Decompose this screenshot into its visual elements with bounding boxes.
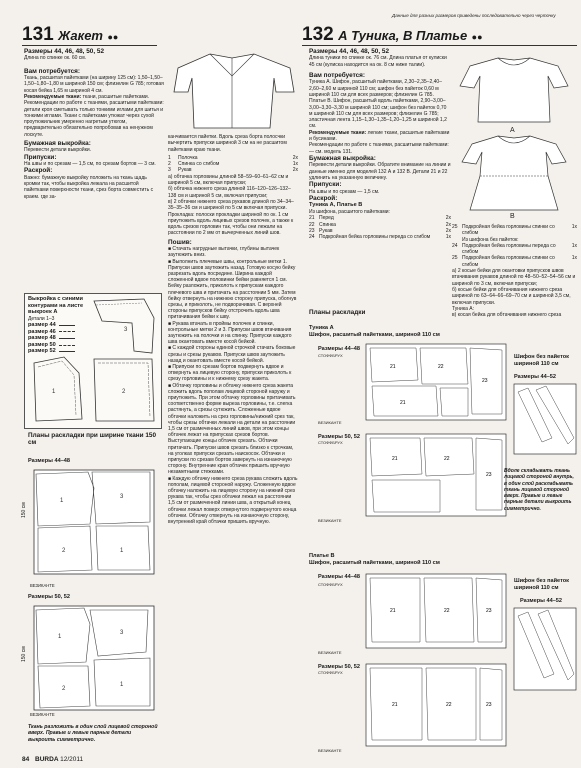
tunic-sz1: Размеры 44–48 bbox=[318, 346, 361, 352]
part-name: Перед bbox=[319, 215, 334, 222]
difficulty-mark-132: ●● bbox=[471, 32, 483, 42]
footer bbox=[22, 756, 83, 763]
svg-text:3: 3 bbox=[120, 494, 124, 500]
difficulty-mark: ●● bbox=[107, 32, 119, 42]
box-title: Выкройка с синими контурами на листе выкроек А bbox=[28, 296, 84, 316]
part-name: Подкройная бейка горловины переда со сгибом bbox=[319, 234, 431, 241]
sewing-step bbox=[168, 364, 298, 383]
svg-text:23: 23 bbox=[486, 472, 492, 478]
cut-text: Важно: бумажную выкройку положить на ткань щадь кромки так, чтобы выкройка лежала на расшитой пайетками поверхности ткани, срез борта совместить с краем. где за- bbox=[24, 174, 154, 200]
part-qty: 1x bbox=[571, 255, 577, 262]
svg-text:23: 23 bbox=[486, 608, 492, 614]
part-number: 2 bbox=[168, 161, 171, 168]
part-number: 24 bbox=[452, 242, 458, 249]
part-name: Рукав bbox=[178, 167, 192, 174]
dress-sz1: Размеры 44–48 bbox=[318, 574, 361, 580]
cut-sub-132: Туника А, Платье В bbox=[309, 202, 363, 209]
divider bbox=[22, 45, 157, 46]
allow-title-132: Припуски: bbox=[309, 181, 342, 189]
part-name: Из шифона без пайеток: bbox=[462, 236, 519, 243]
step-text: Выполнить плечевые швы, контрольные метки 1. Припуски швов заутюжить назад. Готовую косую бейку разрезать вдоль посредине. Ширина каждой сложенной вдвое половинки бейки равняется 1 см. Бейку разложить, приколоть к припускам каждого плечевого шва и притачать на расстоянии 5 мм. Затем бейку отвернуть на нижнюю сторону припуска, обогнув срезы, и приколоть, не подворачивая. С верхней стороны припусков бейку отстрочить вдоль шва притачивания бейки к шву. bbox=[168, 258, 297, 321]
size-legend-label: размер 44 bbox=[28, 322, 56, 329]
bullet-icon: ■ bbox=[168, 382, 173, 389]
svg-text:23: 23 bbox=[482, 378, 488, 384]
svg-text:3: 3 bbox=[120, 630, 124, 636]
divider-right bbox=[302, 45, 577, 46]
need-a-132: Туника А. Шифон, расшитый пайетками, 2,30–2,35–2,40–2,60–2,60 м шириной 110 см; шифон без пайеток 0,60 м шириной 110 см для всех размеров; флизелин G 785. bbox=[309, 79, 442, 98]
part-row bbox=[309, 234, 451, 240]
need-text: Ткань, расшитая пайетками (на ширину 125 см): 1,50–1,50–1,50–1,80–1,80 м шириной 150 см; флизелин G 785; готовая косая бейка 1,65 м шириной 4 см. bbox=[24, 75, 164, 94]
dress-title: Платье В bbox=[309, 553, 335, 559]
chiffon2-sz: Размеры 44–52 bbox=[520, 598, 563, 604]
lengths-132: Длина туники по спинке ок. 76 см. Длина платья от кулиски 45 см (кулиска находится на ок. 8 см ниже талии). bbox=[309, 55, 447, 68]
part-b: б) обтачка нижнего среза длиной 116–120–126–132–138 см и шириной 5 см, включая припуски; bbox=[168, 186, 291, 199]
step-text: Обтачку горловины и обтачку нижнего среза жакета сложить вдоль пополам лицевой стороной наружу и приутюжить. При этом обтачку горловины притачивать соответственно форме выреза горловины, т.е. слегка растянуть, а срезы сутюжить. Сложенные вдвое обтачки наложить на срез горловины/нижний срез так, чтобы срезы обтачки лежали на детали на расстоянии 1,5 см от размеченных линий швов, при этом концы обтачек лежат на припусках срезов бортов. Выступающие концы обтачек срезать. Обтачки притачать. Припуски швов срезать близко к строчкам, на уголках припуски срезать наискосок. Обтачки и припуски по срезам бортов завернуть на изнаночную сторону. Внутренние края обтачек пришить вручную незаметными стежками. bbox=[168, 382, 296, 476]
sewing-step bbox=[168, 383, 298, 476]
allow-title: Припуски: bbox=[24, 153, 57, 161]
plan2-selvage: ВЕЗИКАНТЕ bbox=[30, 712, 55, 717]
svg-text:2: 2 bbox=[122, 389, 126, 395]
layout-plan-2 bbox=[28, 604, 158, 718]
bullet-icon: ■ bbox=[168, 475, 173, 482]
dress-fold-1: СТОФФБРУХ bbox=[318, 582, 343, 587]
svg-text:1: 1 bbox=[120, 682, 124, 688]
svg-text:22: 22 bbox=[444, 608, 450, 614]
rec-title-132: Рекомендуемые ткани: bbox=[309, 129, 367, 136]
svg-text:21: 21 bbox=[392, 702, 398, 708]
sewing-step bbox=[168, 345, 298, 364]
box-sub: Детали 1–3 bbox=[28, 315, 55, 322]
svg-text:3: 3 bbox=[124, 327, 128, 333]
step-text: Рукава втачать в проймы полочек и спинки, контрольные метки 2 и 3. Припуски швов втачивания заутюжить на полочки и на спинку. Припуски каждого шва окантовать вместе косой бейкой. bbox=[168, 320, 292, 346]
chiffon1-title: Шифон без пайеток шириной 110 см bbox=[514, 354, 569, 367]
tip-132: Рекомендации по работе с тканями, расшитыми пайетками: — см. модель 131. bbox=[309, 142, 449, 155]
svg-text:22: 22 bbox=[444, 456, 450, 462]
part-number: 21 bbox=[309, 215, 315, 222]
fabric-rec-text: ткани, расшитые пайетками. bbox=[82, 94, 150, 100]
part-number: 25 bbox=[452, 224, 458, 230]
sewing-step bbox=[168, 321, 298, 346]
part-number: 1 bbox=[168, 154, 171, 161]
sewing-step bbox=[168, 476, 298, 526]
layout-plan-1 bbox=[28, 468, 158, 582]
svg-text:21: 21 bbox=[390, 364, 396, 370]
plan2-dim: 150 см bbox=[21, 646, 27, 662]
part-qty: 2x bbox=[292, 154, 298, 161]
size-legend-label: размер 46 bbox=[28, 328, 56, 335]
plan1-label: Размеры 44–48 bbox=[28, 458, 71, 464]
svg-text:1: 1 bbox=[120, 548, 124, 554]
jacket-sketch-icon bbox=[170, 48, 300, 132]
extra-d-132: в) косая бейка для обтачивания нижнего среза bbox=[452, 312, 562, 319]
need-title-132: Вам потребуется: bbox=[309, 72, 366, 79]
part-number: 23 bbox=[309, 227, 315, 234]
page-number: 84 bbox=[22, 756, 30, 763]
rec-text-132: легкие ткани, расшитые пайетками и бусинами. bbox=[309, 129, 450, 143]
part-qty: 1x bbox=[571, 242, 577, 249]
part-c: в) 2 обтачки нижнего среза рукавов длиной по 34–34–35–35–36 см и шириной по 5 см включая припуски. bbox=[168, 198, 294, 212]
length-text: Длина по спинке ок. 60 см. bbox=[24, 55, 87, 62]
sewing-step bbox=[168, 259, 298, 321]
part-name: Полочка bbox=[178, 154, 198, 161]
tunic-fold-1: СТОФФБРУХ bbox=[318, 353, 343, 358]
cut-sub2-132: Из шифона, расшитого пайетками: bbox=[309, 208, 390, 215]
chiffon2-title: Шифон без пайеток шириной 110 см bbox=[514, 578, 569, 591]
magazine-name: BURDA bbox=[35, 756, 59, 763]
part-number: 22 bbox=[309, 221, 315, 228]
cut-title: Раскрой: bbox=[24, 167, 53, 175]
plans-title-132: Планы раскладки bbox=[309, 309, 366, 316]
model-number-132: 132 bbox=[302, 24, 334, 45]
need-b-132: Платье В. Шифон, расшитый вдоль пайетками, 2,90–3,00–3,00–3,30–3,30 м шириной 110 см; шифон без пайеток 0,70 м шириной 110 см для всех размеров; флизелин G 785; эластичная лента 1,15–1,30–1,35–1,20–1,25 м шириной 1,2 см. bbox=[309, 98, 447, 130]
sew-title: Пошив: bbox=[168, 238, 192, 246]
part-name: Подкройная бейка горловины переда со сгибом bbox=[462, 242, 556, 256]
dress-fold-2: СТОФФБРУХ bbox=[318, 670, 343, 675]
dress-sz2: Размеры 50, 52 bbox=[318, 664, 361, 670]
part-number: 3 bbox=[168, 167, 171, 174]
plan1-dim: 150 см bbox=[21, 502, 27, 518]
bullet-icon: ■ bbox=[168, 246, 173, 253]
svg-text:22: 22 bbox=[446, 702, 452, 708]
tip-text: Рекомендации по работе с тканями, расшитыми пайетками: детали кроя сметывать только тонкими иглами для шитья и тонкими иглами. Ткани с пайетками утюжат через сухой проутюжильник умеренно нагретым утюгом, предварительно обязательно попробовав на ненужном лоскуте. bbox=[24, 100, 164, 138]
svg-text:1: 1 bbox=[52, 389, 56, 395]
svg-text:23: 23 bbox=[486, 702, 492, 708]
part-d: Прокладка: полоски прокладки шириной по ок. 1 см приутюжить вдоль лицевых срезов полочек, а также к вдоль срезов горловин так, чтобы они лежали на расстоянии по 2 мм от вычерченных линий шов. bbox=[168, 211, 294, 237]
sleeve-shapes-icon bbox=[24, 293, 160, 427]
need-title: Вам потребуется: bbox=[24, 67, 81, 75]
tunic-selvage-2: ВЕЗИКАНТЕ bbox=[318, 518, 342, 523]
sewing-step bbox=[168, 246, 298, 258]
tunic-sub: Шифон, расшитый пайетками, шириной 110 см bbox=[309, 332, 440, 338]
svg-text:1: 1 bbox=[58, 634, 62, 640]
svg-text:2: 2 bbox=[62, 686, 66, 692]
paper-text: Перевести детали выкройки. bbox=[24, 147, 92, 154]
model-title: Жакет bbox=[58, 28, 103, 43]
part-qty: 2x bbox=[292, 167, 298, 174]
extra-c-132: Туника А: bbox=[452, 305, 475, 312]
plan2-label: Размеры 50, 52 bbox=[28, 594, 71, 600]
tunic-selvage-1: ВЕЗИКАНТЕ bbox=[318, 420, 342, 425]
step-text: Каждую обтачку нижнего среза рукава сложить вдоль пополам, лицевой стороной наружу. Сложенную вдвое обтачку наложить на лицевую сторону на нижний срез рукава так, чтобы срез обтачки лежал на расстоянии 1,5 см от размеченной линии шва, а открытый конец обтачки лежал поверх отвернутого подвернутого конца обтачки. Обтачку отвернуть на изнаночную сторону, внутренний край обтачки пришить вручную. bbox=[168, 475, 298, 526]
paper-title: Бумажная выкройка: bbox=[24, 140, 91, 148]
paper-text-132: Перевести детали выкройки. Обратите внимание на линии и данные именно для моделей 132 А и 132 В. Детали 21 и 22 удлинить на указанную величину. bbox=[309, 162, 451, 181]
garment-sketches-icon bbox=[458, 52, 578, 218]
dress-sub: Шифон, расшитый пайетками, шириной 110 см bbox=[309, 560, 440, 566]
svg-text:21: 21 bbox=[390, 608, 396, 614]
tunic-fold-2: СТОФФБРУХ bbox=[318, 440, 343, 445]
sizes: Размеры 44, 46, 48, 50, 52 bbox=[24, 48, 104, 55]
part-name: Рукав bbox=[319, 227, 333, 234]
step-text: С каждой стороны единой строчкой стачать боковые срезы и срезы рукавов. Припуски швов заутюжить назад и окантовать вместе косой бейкой. bbox=[168, 345, 296, 364]
model-title-132: А Туника, В Платье bbox=[338, 28, 468, 43]
chiffon1-sz: Размеры 44–52 bbox=[514, 374, 557, 380]
plans-title: Планы раскладки при ширине ткани 150 см bbox=[28, 432, 157, 447]
part-name: Подкройная бейка горловины спинки со сгибом bbox=[462, 224, 555, 237]
svg-text:21: 21 bbox=[400, 400, 406, 406]
extra-b-132: б) косые бейки для обтачивания нижнего среза шириной по 63–64–66–69–70 см и шириной 3,5 см, включая припуски. bbox=[452, 286, 571, 306]
part-name: Подкройная бейка горловины спинки со сгибом bbox=[462, 255, 555, 268]
tunic-layout-1 bbox=[316, 340, 510, 426]
size-legend-label: размер 48 bbox=[28, 335, 56, 342]
svg-text:22: 22 bbox=[438, 364, 444, 370]
part-a: а) обтачка горловины длиной 58–59–60–61–62 см и шириной 5 см, включая припуски; bbox=[168, 173, 289, 187]
part-name: Спинка со сгибом bbox=[178, 161, 220, 168]
bullet-icon: ■ bbox=[168, 364, 173, 371]
paper-title-132: Бумажная выкройка: bbox=[309, 154, 376, 162]
note-right: Вдоле складывать ткань лицевой стороной внутрь, в один слой раскладывать ткань лицевой стороной вверх. Правые и левые парные детали выкроить симметрично. bbox=[504, 468, 574, 512]
svg-text:21: 21 bbox=[392, 456, 398, 462]
chiffon-layout-2 bbox=[512, 606, 578, 692]
part-row bbox=[168, 167, 298, 173]
fabric-rec-title: Рекомендуемые ткани: bbox=[24, 94, 82, 100]
dress-layout-2 bbox=[316, 660, 510, 752]
bullet-icon: ■ bbox=[168, 258, 173, 265]
size-legend-label: размер 52 bbox=[28, 348, 56, 355]
tunic-title: Туника А bbox=[309, 325, 334, 331]
allow-text: На швы и по срезам — 1,5 см, по срезам бортов — 3 см. bbox=[24, 161, 156, 168]
tunic-layout-2 bbox=[316, 430, 510, 522]
left-bottom-note: Ткань разложить в один слой лицевой стороной вверх. Правые и левые парные детали выкроить симметрично. bbox=[28, 724, 158, 743]
dress-selvage-1: ВЕЗИКАНТЕ bbox=[318, 650, 342, 655]
issue: 12/2011 bbox=[60, 756, 84, 763]
plan1-selvage: ВЕЗИКАНТЕ bbox=[30, 583, 55, 588]
part-qty: 2x bbox=[445, 221, 451, 228]
part-number: 24 bbox=[309, 234, 315, 241]
fig-a-label: A bbox=[510, 127, 515, 134]
tunic-sz2: Размеры 50, 52 bbox=[318, 434, 361, 440]
sizes-132: Размеры 44, 46, 48, 50, 52 bbox=[309, 48, 389, 55]
cut-title-132: Раскрой: bbox=[309, 194, 338, 202]
model-number: 131 bbox=[22, 24, 54, 45]
part-qty: 2x bbox=[445, 215, 451, 222]
dress-selvage-2: ВЕЗИКАНТЕ bbox=[318, 748, 342, 753]
bullet-icon: ■ bbox=[168, 320, 173, 327]
model-131-header bbox=[22, 24, 162, 46]
part-qty: 2x bbox=[445, 227, 451, 234]
allow-text-132: На швы и по срезам — 1,5 см. bbox=[309, 188, 380, 195]
dress-layout-1 bbox=[316, 570, 510, 654]
svg-text:2: 2 bbox=[62, 548, 66, 554]
part-row bbox=[452, 255, 577, 268]
middle-intro: канчивается пайетки. Вдоль среза борта полосчки вычертить припуски шириной 3 см на не расшитом пайетками краю ткани. bbox=[168, 134, 287, 153]
part-row bbox=[452, 224, 577, 237]
step-text: Стачать нагрудные вытачки, глубины вытачек заутюжить вниз. bbox=[168, 246, 280, 259]
svg-text:1: 1 bbox=[60, 498, 64, 504]
extra-a-132: а) 2 косые бейки для окантовки припусков швов втачивания рукавов длиной по 48–50–52–54–56 см и шириной по 3 см, включая припуски; bbox=[452, 268, 576, 287]
size-legend-label: размер 50 bbox=[28, 341, 56, 348]
part-qty: 1x bbox=[292, 161, 298, 168]
bullet-icon: ■ bbox=[168, 345, 173, 352]
top-note: Данные для разных размеров приведены последовательно через черточку bbox=[392, 13, 556, 18]
part-row bbox=[452, 243, 577, 256]
part-qty: 1x bbox=[445, 234, 451, 241]
step-text: Припуски по срезам бортов подвернуть вдвое и отвернуть на лицевую сторону, припуски приколоть к срезу горловины и к нижнему срезу жакета. bbox=[168, 364, 292, 383]
part-qty: 1x bbox=[571, 224, 577, 230]
chiffon-layout-1 bbox=[512, 382, 578, 456]
fig-b-label: B bbox=[510, 213, 515, 218]
part-name: Спинка bbox=[319, 221, 336, 228]
part-number: 25 bbox=[452, 255, 458, 262]
model-132-header bbox=[302, 24, 502, 46]
